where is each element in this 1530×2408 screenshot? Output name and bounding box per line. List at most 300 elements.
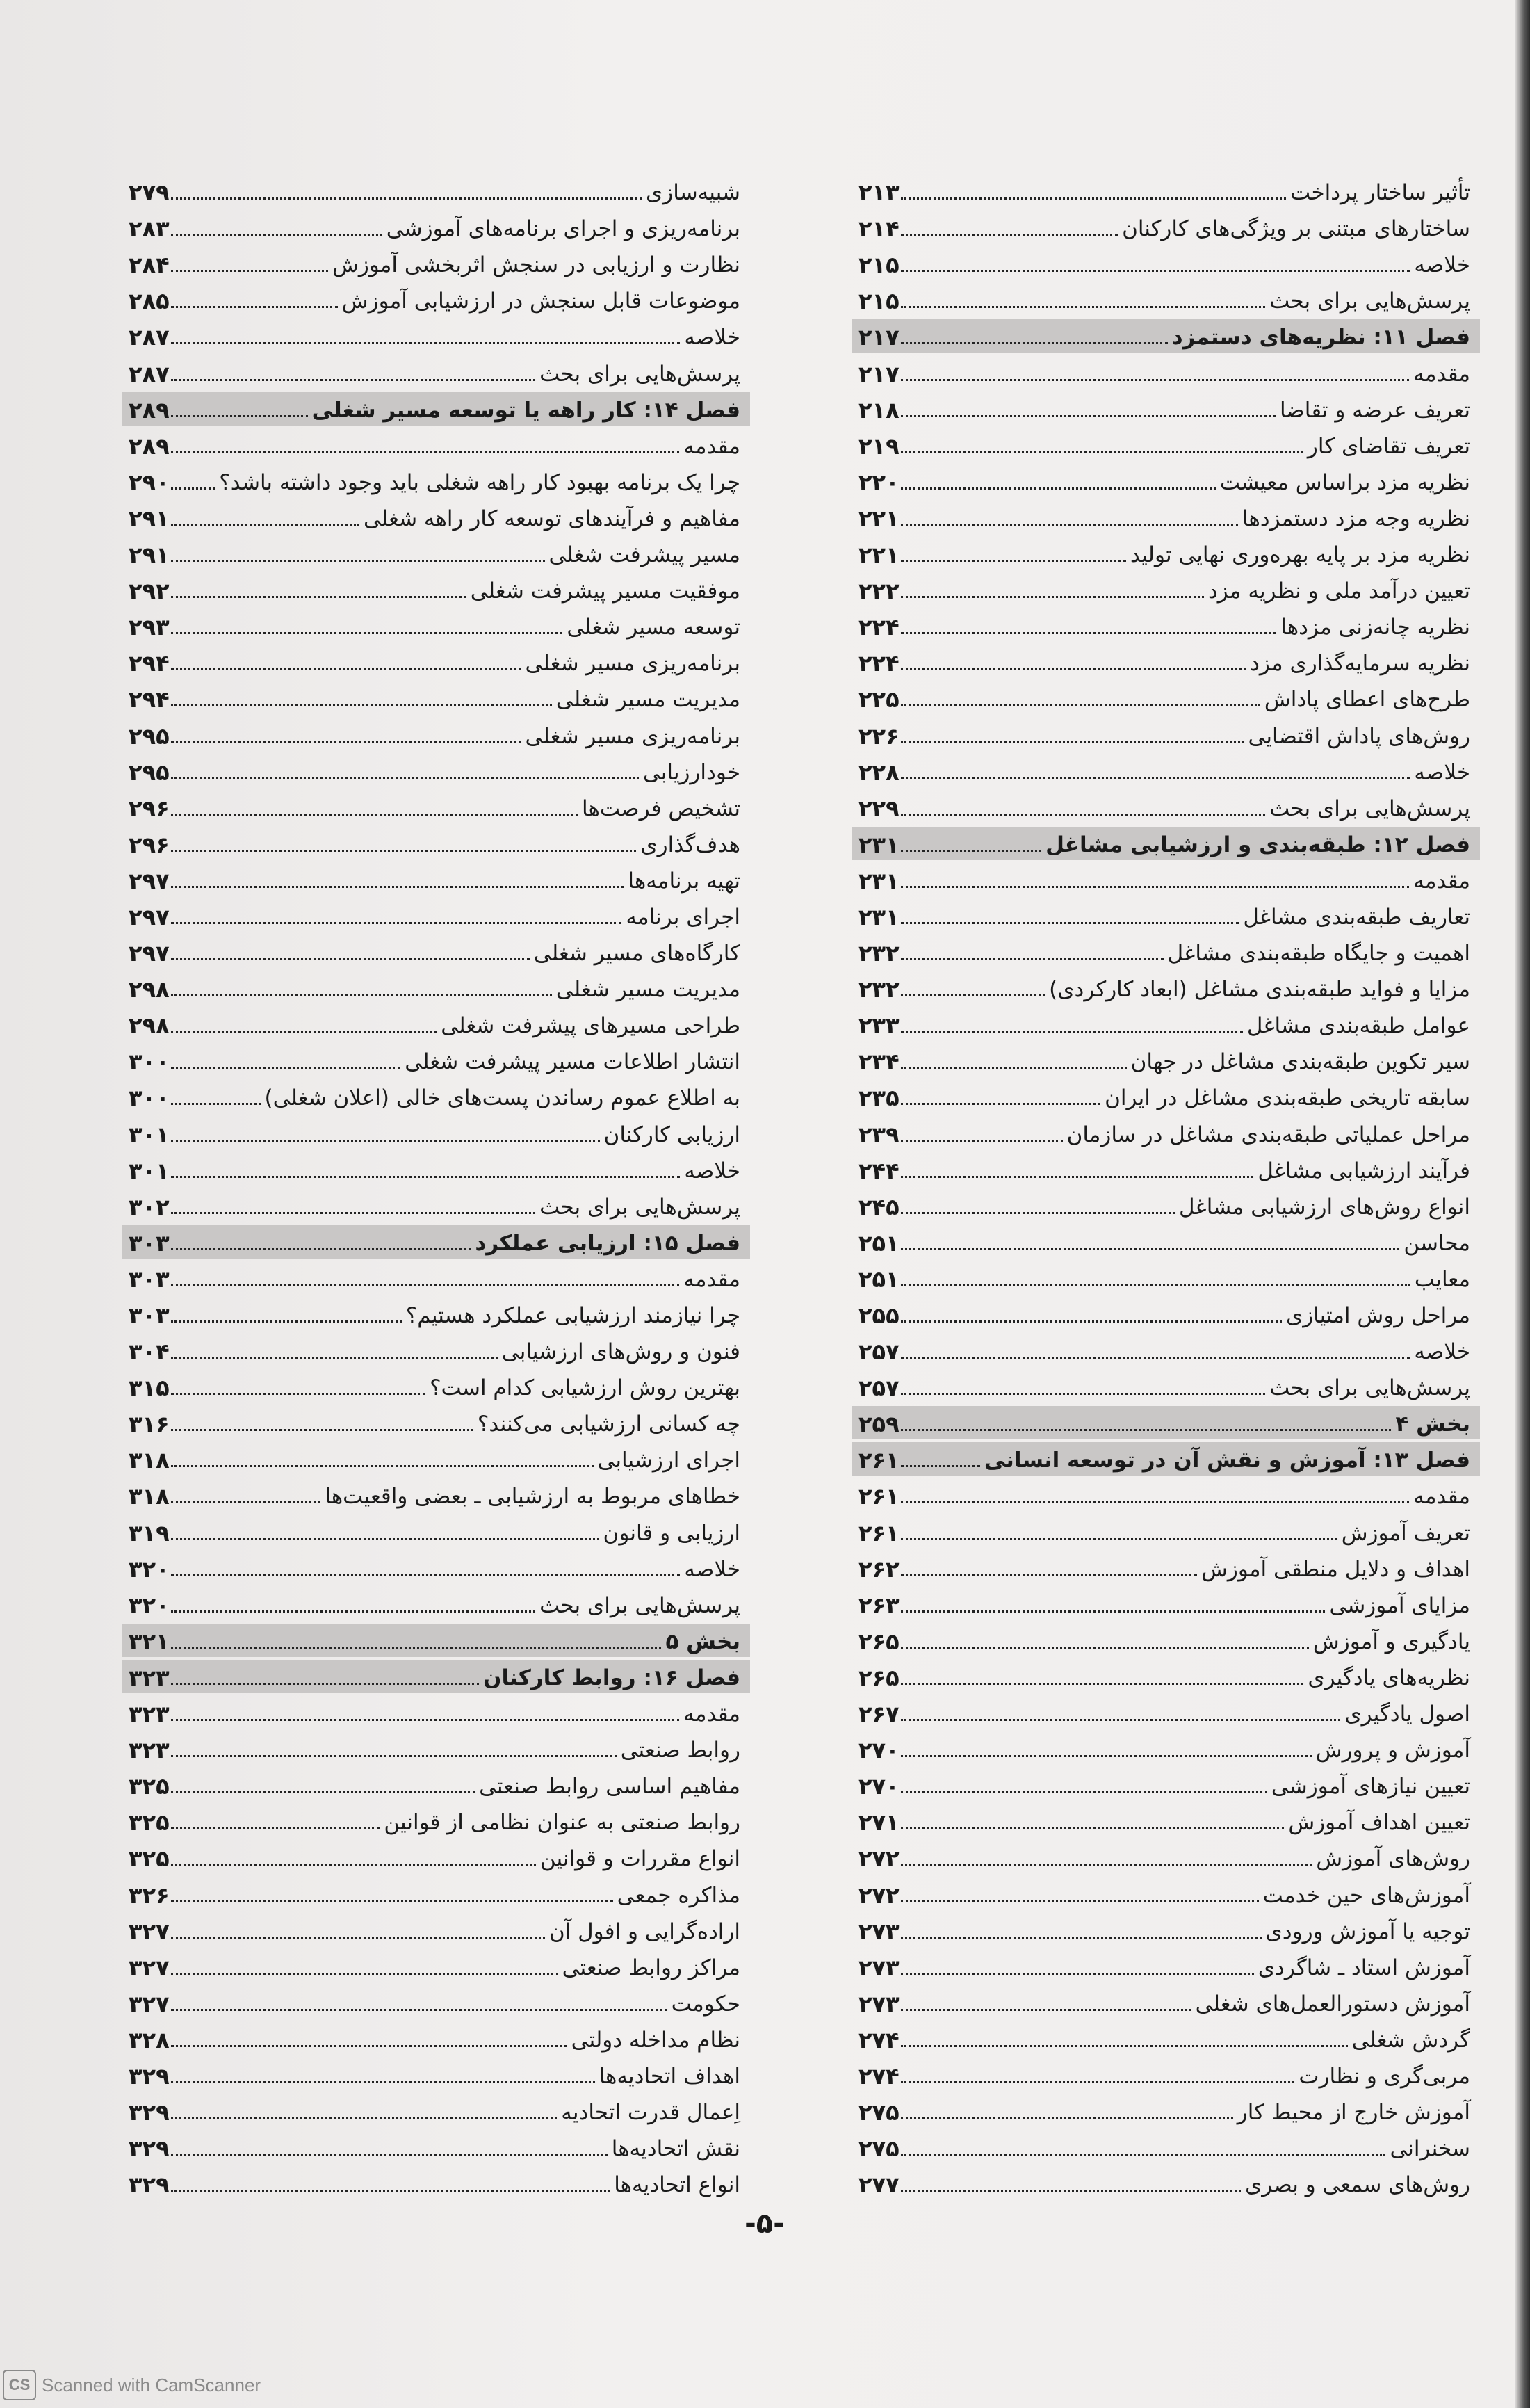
dot-leader [901,704,1260,706]
toc-entry-title: انتشار اطلاعات مسیر پیشرفت شغلی [405,1049,740,1075]
toc-entry-title: فرآیند ارزشیابی مشاغل [1258,1158,1470,1183]
toc-chapter-heading [858,1438,1470,1474]
dot-leader [901,850,1042,852]
toc-entry [858,351,1470,387]
scanner-text: Scanned with CamScanner [42,2374,261,2395]
toc-entry-page: ۲۴۵ [858,1193,900,1220]
toc-entry-page: ۳۲۹ [129,2135,170,2163]
toc-entry-title: مراحل روش امتیازی [1285,1303,1470,1328]
toc-entry-title: نظریه‌های یادگیری [1308,1665,1470,1690]
toc-entry [858,641,1470,677]
toc-entry-page: ۲۱۵ [858,288,900,315]
dot-leader [901,1140,1063,1142]
toc-part-heading [129,1619,740,1656]
toc-entry-title: برنامه‌ریزی مسیر شغلی [525,723,740,749]
toc-part-heading [858,1402,1470,1438]
toc-entry-page: ۲۲۰ [858,469,900,496]
toc-entry-page: ۳۲۸ [129,2026,170,2053]
toc-entry-title: ارزیابی و قانون [603,1520,740,1546]
toc-entry [858,1946,1470,1982]
dot-leader [171,922,622,924]
dot-leader [171,1719,680,1721]
toc-entry-title: طراحی مسیرهای پیشرفت شغلی [441,1013,740,1039]
toc-entry [858,424,1470,460]
toc-entry [858,1583,1470,1619]
toc-entry-title: توجیه یا آموزش ورودی [1265,1918,1470,1944]
toc-entry-page: ۲۷۲ [858,1882,900,1909]
dot-leader [901,487,1216,490]
dot-leader [901,1320,1282,1323]
toc-entry-page: ۲۳۱ [858,903,900,930]
toc-entry-title: برنامه‌ریزی و اجرای برنامه‌های آموزشی [386,216,740,242]
toc-entry [129,1510,740,1546]
toc-entry [858,279,1470,315]
toc-entry [858,1873,1470,1909]
toc-entry-page: ۲۸۷ [129,324,170,351]
toc-entry [858,1547,1470,1583]
dot-leader [901,1031,1243,1033]
toc-entry-page: ۳۰۲ [129,1193,170,1220]
dot-leader [171,994,552,996]
dot-leader [171,1212,536,1214]
toc-entry [858,1510,1470,1546]
toc-entry-page: ۲۲۴ [858,614,900,641]
toc-entry-title: اهداف اتحادیه‌ها [599,2063,740,2089]
dot-leader [901,524,1238,526]
dot-leader [901,886,1410,888]
toc-entry-title: گردش شغلی [1351,2027,1470,2053]
toc-entry [129,207,740,243]
toc-entry-title: روش‌های پاداش اقتضایی [1248,723,1470,749]
toc-entry [129,895,740,931]
toc-entry-page: ۲۱۸ [858,396,900,423]
dot-leader [901,1176,1254,1178]
toc-entry-page: ۲۸۳ [129,216,170,243]
toc-entry-title: انواع روش‌های ارزشیابی مشاغل [1179,1194,1470,1220]
dot-leader [171,487,215,490]
toc-entry-page: ۲۲۶ [858,722,900,750]
toc-entry [129,1149,740,1185]
toc-entry-title: پرسش‌هایی برای بحث [539,1592,740,1618]
dot-leader [901,1501,1410,1503]
toc-entry-page: ۳۲۰ [129,1555,170,1583]
dot-leader [901,1429,1392,1431]
dot-leader [901,1791,1267,1793]
toc-entry-page: ۲۷۵ [858,2099,900,2126]
toc-entry [129,2018,740,2054]
toc-entry-page: ۲۸۴ [129,252,170,279]
toc-entry-title: فصل ۱۵: ارزیابی عملکرد [475,1230,740,1256]
dot-leader [901,958,1164,960]
toc-entry [858,1982,1470,2018]
toc-entry-title: مراحل عملیاتی طبقه‌بندی مشاغل در سازمان [1066,1122,1470,1147]
dot-leader [171,777,639,779]
toc-entry-page: ۲۳۵ [858,1085,900,1112]
dot-leader [171,2154,608,2156]
dot-leader [171,1320,402,1323]
toc-chapter-heading [129,388,740,424]
toc-entry-page: ۳۰۴ [129,1339,170,1366]
toc-entry-page: ۲۲۹ [858,795,900,822]
toc-entry-title: فصل ۱۴: کار راهه یا توسعه مسیر شغلی [311,397,740,423]
toc-entry-page: ۲۷۲ [858,1845,900,1873]
dot-leader [171,1683,479,1685]
toc-entry [129,569,740,605]
dot-leader [901,1937,1262,1939]
toc-entry-title: تعیین نیازهای آموزشی [1271,1774,1470,1800]
toc-entry [129,713,740,750]
toc-entry-page: ۳۰۳ [129,1266,170,1293]
toc-entry-page: ۲۳۲ [858,976,900,1003]
toc-entry-page: ۲۲۱ [858,542,900,569]
toc-entry [129,1728,740,1764]
dot-leader [171,741,521,743]
dot-leader [901,451,1303,453]
toc-entry-page: ۲۲۱ [858,505,900,532]
dot-leader [171,451,680,453]
dot-leader [171,1284,680,1286]
dot-leader [171,814,578,816]
dot-leader [901,379,1410,381]
toc-entry-title: روابط صنعتی [620,1738,740,1763]
toc-entry-title: اراده‌گرایی و افول آن [548,1918,740,1944]
toc-entry [129,1764,740,1800]
toc-entry-title: تعریف عرضه و تقاضا [1279,397,1470,423]
toc-entry-page: ۲۳۱ [858,867,900,894]
toc-entry-page: ۲۲۸ [858,759,900,786]
toc-entry-title: نظارت و ارزیابی در سنجش اثربخشی آموزش [332,252,740,278]
toc-entry [858,750,1470,786]
toc-entry [858,2054,1470,2090]
toc-entry-title: روش‌های سمعی و بصری [1245,2172,1470,2198]
toc-entry-page: ۲۶۵ [858,1664,900,1691]
dot-leader [901,1538,1337,1540]
toc-entry-page: ۲۹۲ [129,578,170,605]
toc-entry-page: ۲۹۱ [129,542,170,569]
toc-entry [858,1474,1470,1510]
toc-entry [129,677,740,713]
toc-entry-page: ۳۲۳ [129,1701,170,1728]
dot-leader [901,1900,1259,1902]
dot-leader [171,1900,613,1902]
toc-entry [129,1185,740,1221]
dot-leader [901,994,1045,996]
toc-entry-title: نظریه سرمایه‌گذاری مزد [1250,651,1470,677]
page-edge-shadow [1515,0,1530,2408]
toc-entry [858,1293,1470,1330]
toc-entry-title: بخش ۵ [665,1629,740,1654]
toc-chapter-heading [129,1221,740,1257]
dot-leader [171,1031,437,1033]
toc-entry-title: نقش اتحادیه‌ها [611,2136,740,2162]
dot-leader [171,1791,475,1793]
toc-entry-title: اجرای ارزشیابی [597,1448,740,1473]
toc-entry [129,1438,740,1474]
toc-entry-page: ۲۱۳ [858,179,900,207]
toc-entry-title: چرا نیازمند ارزشیابی عملکرد هستیم؟ [405,1303,740,1328]
toc-entry [858,895,1470,931]
toc-entry-title: عوامل طبقه‌بندی مشاغل [1246,1013,1470,1039]
toc-entry-page: ۳۲۵ [129,1773,170,1800]
toc-entry-title: تهیه برنامه‌ها [628,868,740,894]
toc-entry-title: آموزش و پرورش [1315,1738,1470,1763]
dot-leader [901,306,1266,308]
toc-entry-title: هدف‌گذاری [640,832,740,857]
toc-entry-title: فصل ۱۳: آموزش و نقش آن در توسعه انسانی [984,1448,1470,1473]
toc-entry-title: توسعه مسیر شغلی [567,615,740,640]
toc-entry-title: تشخیص فرصت‌ها [582,795,740,821]
toc-entry [858,2126,1470,2163]
toc-entry [129,1257,740,1293]
dot-leader [171,1176,681,1178]
toc-entry [858,1800,1470,1836]
toc-entry [858,1656,1470,1692]
toc-entry-title: خلاصه [684,325,740,350]
toc-entry [858,1003,1470,1040]
toc-entry [858,713,1470,750]
toc-entry-title: اجرای برنامه [626,904,740,930]
toc-entry-title: نظریه مزد بر پایه بهره‌وری نهایی تولید [1130,542,1470,568]
toc-entry-title: حکومت [671,1991,740,2017]
toc-entry-page: ۲۹۸ [129,1012,170,1040]
toc-entry [858,1257,1470,1293]
toc-entry-title: مدیریت مسیر شغلی [555,687,740,713]
dot-leader [901,342,1168,344]
toc-entry [129,2126,740,2163]
dot-leader [901,2154,1386,2156]
dot-leader [901,1610,1326,1613]
toc-entry-page: ۲۳۳ [858,1012,900,1040]
dot-leader [901,270,1410,272]
toc-entry [129,1873,740,1909]
dot-leader [171,306,338,308]
toc-entry [129,243,740,279]
toc-entry [858,460,1470,496]
toc-entry [129,424,740,460]
toc-entry [129,1474,740,1510]
toc-entry-page: ۲۴۴ [858,1157,900,1184]
dot-leader [901,814,1266,816]
dot-leader [171,1755,617,1757]
dot-leader [901,596,1204,598]
toc-chapter-heading [858,315,1470,351]
toc-entry [129,1946,740,1982]
dot-leader [901,234,1118,236]
dot-leader [901,1647,1309,1649]
dot-leader [901,1973,1254,1975]
toc-entry-page: ۳۲۵ [129,1809,170,1836]
toc-entry-title: بخش ۴ [1395,1412,1470,1437]
toc-entry-page: ۲۹۴ [129,686,170,713]
toc-entry-page: ۲۵۱ [858,1266,900,1293]
dot-leader [171,415,308,417]
toc-entry [129,641,740,677]
dot-leader [171,632,563,634]
camscanner-icon: CS [3,2370,36,2400]
dot-leader [171,379,536,381]
toc-entry [129,1547,740,1583]
toc-entry-page: ۳۰۳ [129,1302,170,1329]
toc-entry-page: ۳۱۶ [129,1411,170,1438]
dot-leader [901,1827,1285,1829]
dot-leader [171,1647,662,1649]
toc-entry-page: ۳۲۳ [129,1737,170,1764]
toc-entry-title: کارگاه‌های مسیر شغلی [533,941,740,967]
dot-leader [171,958,530,960]
toc-entry-page: ۲۶۷ [858,1701,900,1728]
dot-leader [171,1357,498,1359]
toc-entry-page: ۳۰۱ [129,1157,170,1184]
toc-entry [858,1149,1470,1185]
toc-entry [858,1728,1470,1764]
dot-leader [171,704,552,706]
toc-entry [858,207,1470,243]
toc-entry-page: ۳۲۹ [129,2172,170,2199]
toc-entry-title: مزایا و فواید طبقه‌بندی مشاغل (ابعاد کارکردی) [1049,977,1470,1003]
toc-entry [858,1330,1470,1366]
toc-entry [858,243,1470,279]
toc-entry-title: اهداف و دلایل منطقی آموزش [1201,1556,1470,1582]
dot-leader [171,1937,545,1939]
toc-entry-page: ۲۷۰ [858,1737,900,1764]
toc-entry-title: فنون و روش‌های ارزشیابی [501,1339,740,1365]
toc-entry-page: ۲۳۱ [858,831,900,858]
toc-entry [858,2090,1470,2126]
toc-entry-page: ۲۹۴ [129,650,170,677]
toc-entry-title: محاسن [1403,1230,1470,1256]
toc-right-column [858,170,1470,2199]
dot-leader [171,596,466,598]
dot-leader [901,1574,1197,1576]
dot-leader [171,1465,594,1467]
toc-entry [129,1003,740,1040]
toc-entry-page: ۲۹۶ [129,795,170,822]
dot-leader [171,1067,401,1069]
toc-entry [858,1619,1470,1656]
toc-entry-page: ۲۱۴ [858,216,900,243]
toc-entry-page: ۲۱۹ [858,433,900,460]
dot-leader [901,2117,1233,2119]
toc-entry [858,1764,1470,1800]
toc-entry-page: ۳۰۰ [129,1085,170,1112]
toc-entry [129,1800,740,1836]
toc-entry-title: روابط صنعتی به عنوان نظامی از قوانین [384,1810,740,1836]
dot-leader [901,1212,1175,1214]
toc-entry [129,1330,740,1366]
dot-leader [901,668,1246,670]
dot-leader [171,1393,425,1395]
toc-entry-page: ۳۱۸ [129,1447,170,1474]
toc-entry-title: خلاصه [684,1556,740,1582]
toc-entry [858,1366,1470,1402]
toc-entry-title: نظام مداخله دولتی [571,2027,740,2053]
dot-leader [171,2045,567,2047]
toc-entry [858,1221,1470,1257]
toc-entry-title: مقدمه [683,1702,740,1727]
dot-leader [901,2045,1348,2047]
toc-entry-page: ۲۹۸ [129,976,170,1003]
toc-entry-page: ۲۷۹ [129,179,170,207]
toc-entry-page: ۲۵۵ [858,1302,900,1329]
toc-entry [858,496,1470,533]
toc-entry [129,460,740,496]
toc-entry-page: ۳۰۰ [129,1049,170,1076]
dot-leader [901,2009,1191,2011]
toc-entry-page: ۳۲۳ [129,1664,170,1691]
toc-entry [858,859,1470,895]
toc-entry-title: آموزش استاد ـ شاگردی [1258,1955,1470,1980]
toc-entry-page: ۲۲۴ [858,650,900,677]
toc-entry-page: ۲۶۲ [858,1555,900,1583]
toc-entry-title: معایب [1414,1266,1470,1292]
toc-entry-title: برنامه‌ریزی مسیر شغلی [525,651,740,677]
toc-entry-page: ۳۲۹ [129,2099,170,2126]
toc-entry-title: تعیین درآمد ملی و نظریه مزد [1207,579,1470,604]
toc-entry-title: موفقیت مسیر پیشرفت شغلی [470,579,740,604]
scanner-watermark [0,2368,261,2402]
toc-entry [129,1293,740,1330]
toc-entry-page: ۲۳۴ [858,1049,900,1076]
toc-entry [129,1982,740,2018]
toc-entry-title: پرسش‌هایی برای بحث [539,1194,740,1220]
toc-entry-title: شبیه‌سازی [646,180,740,206]
toc-entry-page: ۲۷۰ [858,1773,900,1800]
toc-entry-title: تعریف آموزش [1341,1520,1470,1546]
toc-entry [858,786,1470,823]
toc-entry-page: ۳۲۵ [129,1845,170,1873]
toc-entry [129,931,740,967]
toc-entry-page: ۲۶۱ [858,1483,900,1510]
toc-entry-page: ۳۱۸ [129,1483,170,1510]
toc-chapter-heading [858,823,1470,859]
toc-entry-title: مذاکره جمعی [617,1882,740,1908]
toc-entry-page: ۳۲۷ [129,1918,170,1945]
toc-entry [129,1076,740,1112]
toc-entry [129,859,740,895]
dot-leader [901,2081,1295,2083]
toc-entry [129,1402,740,1438]
toc-entry [129,315,740,351]
dot-leader [171,1248,471,1250]
toc-entry-page: ۲۷۴ [858,2026,900,2053]
toc-entry-page: ۳۱۹ [129,1519,170,1546]
toc-entry-title: اصول یادگیری [1344,1702,1470,1727]
toc-entry-page: ۲۷۳ [858,1918,900,1945]
toc-entry-page: ۲۶۱ [858,1519,900,1546]
toc-entry-title: خودارزیابی [642,759,740,785]
toc-entry-page: ۲۱۷ [858,360,900,387]
toc-entry-page: ۲۷۳ [858,1954,900,1981]
dot-leader [171,197,642,200]
toc-entry-title: به اطلاع عموم رساندن پست‌های خالی (اعلان شغلی) [264,1085,740,1111]
dot-leader [901,1393,1266,1395]
toc-entry-title: مفاهیم و فرآیندهای توسعه کار راهه شغلی [364,506,740,531]
dot-leader [171,270,328,272]
toc-entry-title: ارزیابی کارکنان [603,1122,740,1147]
toc-entry-title: آموزش خارج از محیط کار [1237,2100,1470,2126]
toc-entry-page: ۳۲۷ [129,1954,170,1981]
toc-entry [858,605,1470,641]
toc-entry-title: پرسش‌هایی برای بحث [539,361,740,387]
dot-leader [901,1864,1312,1866]
dot-leader [171,234,382,236]
dot-leader [171,1538,599,1540]
toc-entry-page: ۳۰۳ [129,1229,170,1256]
toc-entry-page: ۲۶۱ [858,1447,900,1474]
dot-leader [171,1574,681,1576]
toc-entry [129,2163,740,2199]
toc-entry [129,1366,740,1402]
